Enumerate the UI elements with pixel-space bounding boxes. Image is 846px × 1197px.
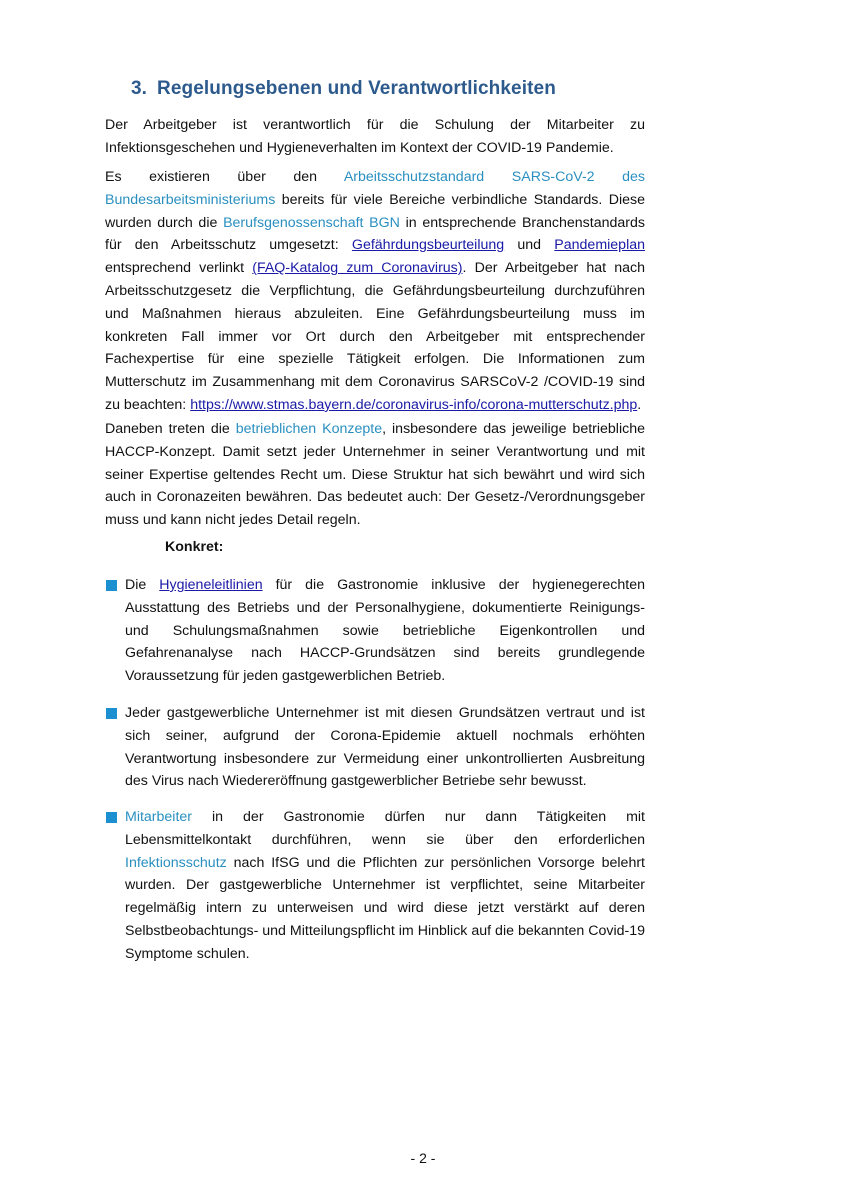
- text: und: [504, 237, 555, 254]
- text: in der Gastronomie dürfen nur dann Tätigkeiten mit Lebensmittelkontakt durchführen, wenn sie über den erforderlichen: [125, 809, 645, 848]
- paragraph-2: [105, 166, 645, 417]
- square-bullet-icon: [106, 708, 117, 719]
- link-mutterschutz-url[interactable]: https://www.stmas.bayern.de/coronavirus-info/corona-mutterschutz.php: [190, 396, 638, 413]
- paragraph-1: Der Arbeitgeber ist verantwortlich für die Schulung der Mitarbeiter zu Infektionsgeschehen und Hygieneverhalten im Kontext der COVID-19 Pandemie.: [105, 117, 645, 156]
- text: für die Gastronomie inklusive der hygienegerechten Ausstattung des Betriebs und der Personalhygiene, dokumentierte Reinigungs- und Schulungsmaßnahmen sowie betriebliche Eigenkontrollen und Gefahrenanalyse nach HACCP-Grundsätzen sind bereits grundlegende Voraussetzung für jeden gastgewerblichen Betrieb.: [125, 577, 645, 685]
- highlight-bgn: Berufsgenossenschaft BGN: [223, 214, 400, 231]
- highlight-arbeitsschutzstandard: Arbeitsschutzstandard SARS-CoV-2 des Bundesarbeitsministeriums: [105, 169, 645, 208]
- text: Die: [125, 577, 160, 593]
- highlight-mitarbeiter: Mitarbeiter: [125, 809, 193, 825]
- text: Es existieren über den: [105, 169, 344, 185]
- link-pandemieplan[interactable]: Pandemieplan: [554, 237, 646, 254]
- text: .: [637, 396, 642, 413]
- bullet-item-1: [105, 574, 645, 688]
- text: Daneben treten die: [105, 421, 236, 437]
- square-bullet-icon: [106, 812, 117, 823]
- text: , insbesondere das jeweilige betriebliche HACCP-Konzept. Damit setzt jeder Unternehmer in seiner Verantwortung und mit seiner Expertise geltendes Recht um. Diese Struktur hat sich bewährt und wird sich auch in Coronazeiten bewähren. Das bedeutet auch: Der Gesetz-/Verordnungsgeber muss und kann nicht jedes Detail regeln.: [105, 421, 645, 529]
- text: bereits für viele Bereiche verbindliche Standards. Diese wurden durch die: [105, 191, 645, 231]
- paragraph-3: [105, 418, 645, 532]
- bullet-item-3: [105, 806, 645, 966]
- text: . Der Arbeitgeber hat nach Arbeitsschutzgesetz die Verpflichtung, die Gefährdungsbeurteilung durchzuführen und Maßnahmen hieraus abzuleiten. Eine Gefährdungsbeurteilung muss im konkreten Fall immer vor Ort durch den Arbeitgeber mit entsprechender Fachexpertise für eine spezielle Tätigkeit erfolgen. Die Informationen zum Mutterschutz im Zusammenhang mit dem Coronavirus SARSCoV-2 /COVID-19 sind zu beachten:: [105, 260, 645, 413]
- konkret-label: Konkret:: [165, 539, 224, 555]
- section-heading: [131, 78, 556, 100]
- text: in entsprechende Branchenstandards für den Arbeitsschutz umgesetzt:: [105, 214, 645, 254]
- link-faq-katalog[interactable]: (FAQ-Katalog zum Coronavirus): [252, 260, 463, 277]
- bullet-text: [125, 574, 645, 688]
- section-number: 3.: [131, 78, 148, 99]
- text: nach IfSG und die Pflichten zur persönlichen Vorsorge belehrt wurden. Der gastgewerbliche Unternehmer ist verpflichtet, seine Mitarbeiter regelmäßig intern zu unterweisen und wird diese jetzt verstärkt auf deren Selbstbeobachtungs- und Mitteilungspflicht im Hinblick auf die bekannten Covid-19 Symptome schulen.: [125, 854, 645, 962]
- link-hygieneleitlinien[interactable]: Hygieneleitlinien: [159, 577, 263, 593]
- highlight-infektionsschutz: Infektionsschutz: [125, 854, 227, 871]
- text: entsprechend verlinkt: [105, 260, 253, 277]
- bullet-text: Jeder gastgewerbliche Unternehmer ist mit diesen Grundsätzen vertraut und ist sich seiner, aufgrund der Corona-Epidemie aktuell nochmals erhöhten Verantwortung insbesondere zur Vermeidung einer unkontrollierten Ausbreitung des Virus nach Wiedereröffnung gastgewerblicher Betriebe sehr bewusst.: [125, 705, 645, 790]
- square-bullet-icon: [106, 580, 117, 591]
- bullet-item-2: [105, 702, 645, 793]
- highlight-betriebliche-konzepte: betrieblichen Konzepte: [235, 421, 383, 437]
- section-title: Regelungsebenen und Verantwortlichkeiten: [157, 78, 556, 99]
- bullet-text: [125, 806, 645, 966]
- page-number: - 2 -: [410, 1150, 436, 1166]
- link-gefaehrdungsbeurteilung[interactable]: Gefährdungsbeurteilung: [351, 237, 505, 254]
